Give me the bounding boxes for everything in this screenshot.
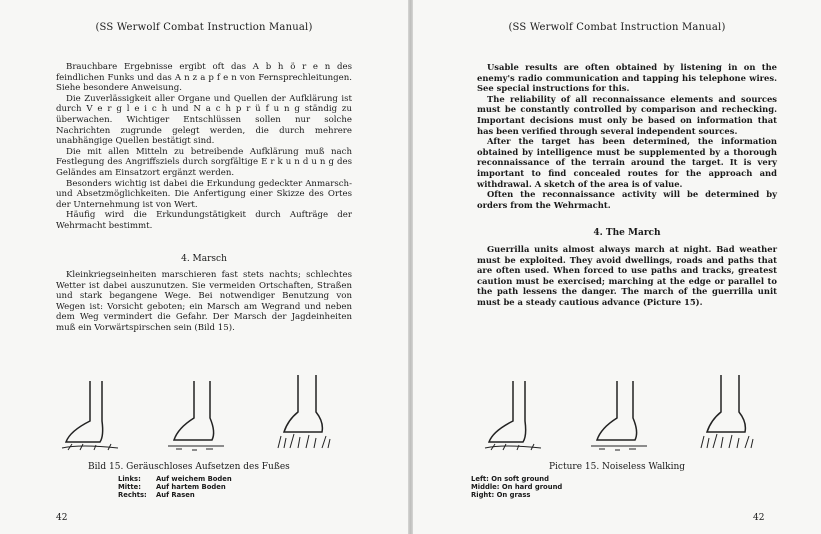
figure-legend — [118, 475, 232, 499]
page-body — [477, 62, 777, 307]
foot-hard-ground-image — [166, 376, 226, 456]
legend-row: Middle: On hard ground — [471, 483, 563, 491]
paragraph: Häufig wird die Erkundungstätigkeit durch Aufträge der Wehrmacht bestimmt. — [56, 210, 352, 231]
figure-caption: Bild 15. Geräuschloses Aufsetzen des Fußes — [88, 462, 290, 472]
page-header: (SS Werwolf Combat Instruction Manual) — [508, 22, 726, 33]
foot-grass-image — [274, 372, 334, 452]
figure-legend — [471, 475, 562, 499]
paragraph: Brauchbare Ergebnisse ergibt oft das A b h ö r e n des feindlichen Funks und das A n z a p f e n von Fernsprechleitungen. Siehe besondere Anweisung. — [56, 62, 352, 94]
paragraph: Besonders wichtig ist dabei die Erkundung gedeckter Anmarsch- und Absetzmöglichkeiten. Die Anfertigung einer Skizze des Ortes der Unternehmung ist von Wert. — [56, 178, 352, 210]
legend-key: Rechts: — [118, 491, 147, 499]
page-number: 42 — [753, 513, 765, 523]
legend-value: Auf weichem Boden — [156, 475, 232, 483]
section-paragraph: Kleinkriegseinheiten marschieren fast stets nachts; schlechtes Wetter ist dabei auszunutzen. Sie vermeiden Ortschaften, Straßen und stark begangene Wege. Bei notwendiger Benutzung von Wegen ist: Vorsicht geboten; ein Marsch am Wegrand und neben dem Weg vermindert die Gefahr. Der Marsch der Jagdeinheiten muß ein Vorwärtspirschen sein (Bild 15). — [56, 270, 352, 334]
section-heading: 4. Marsch — [181, 253, 227, 264]
legend-row: Right: On grass — [471, 491, 531, 499]
foot-soft-ground-image — [483, 376, 543, 456]
legend-key: Mitte: — [118, 483, 141, 491]
legend-row — [118, 483, 232, 491]
section-paragraph: Guerrilla units almost always march at night. Bad weather must be exploited. They avoid dwellings, roads and paths that are often used. When forced to use paths and tracks, greatest caution must be exercised; marching at the edge or parallel to the path lessens the danger. The march of the guerrilla unit must be a steady cautious advance (Picture 15). — [477, 243, 777, 307]
paragraph: The reliability of all reconnaissance elements and sources must be constantly controlled by comparison and rechecking. Important decisions must only be based on information that has been verified through several independent sources. — [477, 93, 777, 136]
foot-hard-ground-image — [589, 376, 649, 456]
left-page — [0, 0, 408, 534]
figure-caption: Picture 15. Noiseless Walking — [549, 462, 686, 472]
paragraph: Die Zuverlässigkeit aller Organe und Quellen der Aufklärung ist durch V e r g l e i c h und N a c h p r ü f u n g ständig zu überwachen. Wichtiger Entschlüssen sollen nur solche Nachrichten zugrunde gelegt werden, die durch mehrere unabhängige Quellen bestätigt sind. — [56, 93, 352, 147]
legend-key: Links: — [118, 475, 141, 483]
paragraph: Usable results are often obtained by listening in on the enemy's radio communication and tapping his telephone wires. See special instructions for this. — [477, 62, 777, 94]
paragraph: After the target has been determined, the information obtained by intelligence must be supplemented by a thorough reconnaissance of the terrain around the target. It is very important to find concealed routes for the approach and withdrawal. A sketch of the area is of value. — [477, 136, 777, 189]
legend-row — [118, 491, 232, 499]
legend-value: Auf Rasen — [156, 491, 195, 499]
right-page — [413, 0, 821, 534]
foot-illustration — [479, 370, 779, 462]
foot-soft-ground-image — [60, 376, 120, 456]
paragraph: Often the reconnaissance activity will be determined by orders from the Wehrmacht. — [477, 189, 777, 210]
legend-value: Auf hartem Boden — [156, 483, 226, 491]
page-number: 42 — [56, 513, 68, 523]
foot-grass-image — [697, 372, 757, 452]
legend-row — [118, 475, 232, 483]
legend-row: Left: On soft ground — [471, 475, 549, 483]
section-heading: 4. The March — [593, 228, 661, 239]
page-header: (SS Werwolf Combat Instruction Manual) — [95, 22, 313, 33]
paragraph: Die mit allen Mitteln zu betreibende Aufklärung muß nach Festlegung des Angriffsziels durch sorgfältige E r k u n d u n g des Geländes am Einsatzort ergänzt werden. — [56, 146, 352, 178]
foot-illustration — [56, 370, 356, 462]
page-body — [56, 62, 352, 334]
